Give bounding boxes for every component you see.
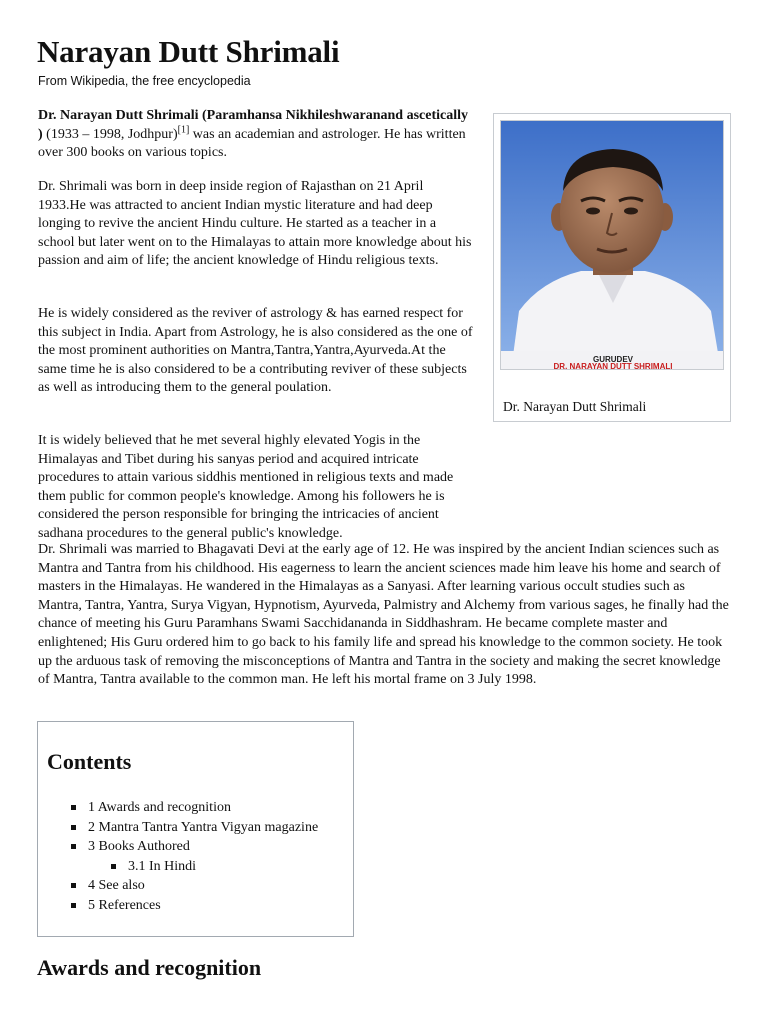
reference-link[interactable]: [1] [177,123,190,135]
tagline: From Wikipedia, the free encyclopedia [38,74,251,88]
section-heading-awards: Awards and recognition [37,955,262,980]
lead-bold-name: Dr. Narayan Dutt Shrimali (Paramhansa Nikhileshwaranand ascetically ) [38,108,469,142]
paragraph-yogis: It is widely believed that he met several highly elevated Yogis in the Himalayas and Tibet during his sanyas period and acquired intricate procedures to attain various siddhis mentioned in religious texts and made them public for common people's knowledge. Among his followers he is considered the person responsible for bringing the intricacies of ancient sadhana procedures to the general public's knowledge. [38,433,454,541]
portrait-drawing [501,121,724,370]
toc-item-label: 5 References [88,897,161,913]
table-of-contents [37,721,354,937]
toc-item-label: 3 Books Authored [88,839,190,855]
toc-item-magazine[interactable] [70,818,318,838]
lead-rest: was an academian and astrologer. He has written over 300 books on various topics. [38,126,466,161]
lead-paragraph [38,107,468,163]
paragraph-birth: Dr. Shrimali was born in deep inside region of Rajasthan on 21 April 1933.He was attracted to ancient Indian mystic literature and had deep longing to revive the ancient Hindu culture. He started as a teacher in a school but later went on to the Himalayas to attain more knowledge about his passion and aim of life; the ancient knowledge of Hindu religious texts. [38,179,472,269]
toc-item-awards[interactable] [70,798,318,818]
paragraph-reviver: He is widely considered as the reviver of astrology & has earned respect for this subject in India. Apart from Astrology, he is also considered as the one of the most prominent authorities on Mantra,Tantra,Yantra,Ayurveda.At the same time he is also considered to be a contributing reviver of these subjects as well as introducing them to the general poulation. [38,306,473,396]
portrait-image[interactable] [500,120,724,370]
bullet-icon [71,825,76,830]
toc-item-books[interactable] [70,837,318,857]
toc-item-in-hindi[interactable] [70,857,318,877]
bullet-icon [71,903,76,908]
toc-item-label: 3.1 In Hindi [128,858,197,874]
toc-item-label: 4 See also [88,878,145,894]
portrait-label-gurudev: GURUDEV [592,355,633,364]
paragraph-marriage: Dr. Shrimali was married to Bhagavati Devi at the early age of 12. He was inspired by the ancient Indian sciences such as Mantra and Tantra from his childhood. His eagerness to learn the ancient sciences made him leave his home and search of masters in the Himalayas. He wandered in the Himalayas as a Sanyasi. After learning various occult studies such as Mantra, Tantra, Yantra, Surya Vigyan, Hypnotism, Ayurveda, Palmistry and Alchemy from various sages, he finally had the chance of meeting his Guru Paramhans Swami Sacchidananda in Siddhashram. He became complete master and enlightened; His Guru ordered him to go back to his family life and spread his knowledge to the common society. He took up the arduous task of removing the misconceptions of Mantra and Tantra in the society and making the secret knowledge of Mantra, Tantra available to the common man. He left his mortal frame on 3 July 1998. [38,542,729,688]
toc-title: Contents [47,749,132,774]
bullet-icon [111,864,116,869]
bullet-icon [71,805,76,810]
bullet-icon [71,883,76,888]
lead-dates: (1933 – 1998, Jodhpur) [42,126,178,142]
toc-item-label: 2 Mantra Tantra Yantra Vigyan magazine [88,819,319,835]
infobox [493,113,731,422]
page-title: Narayan Dutt Shrimali [37,34,340,69]
portrait-label-name: DR. NARAYAN DUTT SHRIMALI [553,362,673,370]
bullet-icon [71,844,76,849]
infobox-caption: Dr. Narayan Dutt Shrimali [503,399,647,414]
toc-item-references[interactable] [70,896,318,916]
toc-list [70,798,318,916]
toc-item-see-also[interactable] [70,876,318,896]
toc-item-label: 1 Awards and recognition [88,800,231,815]
